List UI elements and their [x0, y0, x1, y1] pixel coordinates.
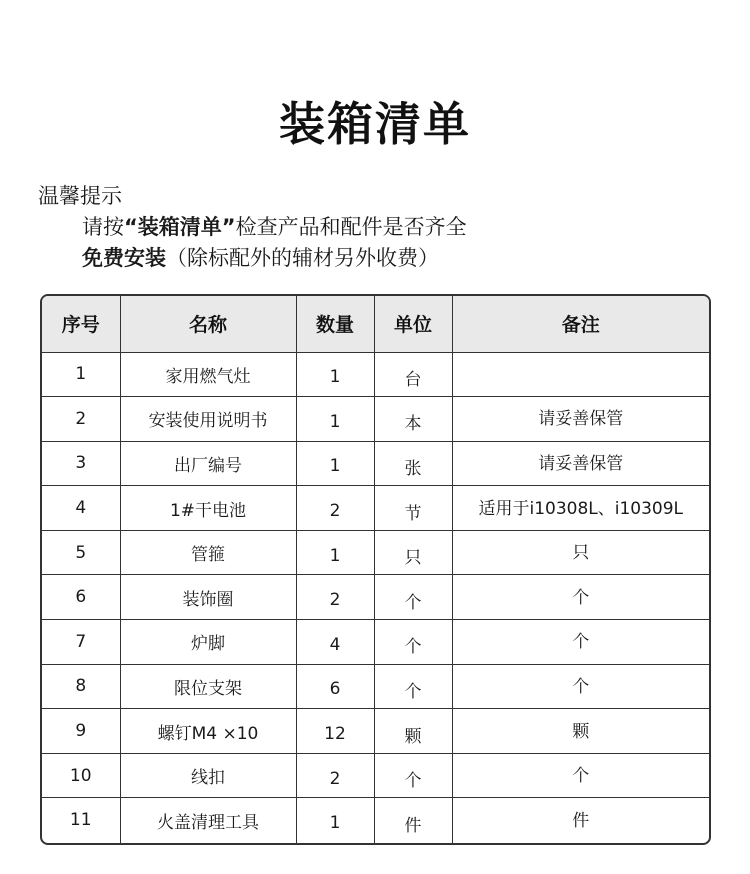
cell-no: 9 — [42, 709, 120, 754]
cell-no: 10 — [42, 753, 120, 798]
cell-remark: 颗 — [452, 709, 709, 754]
cell-name: 火盖清理工具 — [120, 798, 296, 843]
cell-name: 炉脚 — [120, 620, 296, 665]
tips-check-prefix: 请按 — [82, 215, 124, 239]
cell-no: 1 — [42, 352, 120, 397]
cell-no: 4 — [42, 486, 120, 531]
cell-qty: 1 — [296, 397, 374, 442]
cell-name: 管箍 — [120, 530, 296, 575]
tips-check-suffix: 检查产品和配件是否齐全 — [235, 215, 467, 239]
header-remark: 备注 — [452, 296, 709, 352]
cell-qty: 2 — [296, 753, 374, 798]
table-row — [42, 709, 709, 754]
cell-name: 螺钉M4 ×10 — [120, 709, 296, 754]
table-row — [42, 664, 709, 709]
packing-table-wrapper — [40, 294, 711, 845]
cell-unit: 台 — [374, 352, 452, 397]
cell-unit: 只 — [374, 530, 452, 575]
table-row — [42, 798, 709, 843]
cell-qty: 1 — [296, 530, 374, 575]
cell-name: 1#干电池 — [120, 486, 296, 531]
cell-qty: 2 — [296, 486, 374, 531]
cell-qty: 6 — [296, 664, 374, 709]
cell-qty: 1 — [296, 798, 374, 843]
cell-qty: 12 — [296, 709, 374, 754]
packing-table — [42, 296, 709, 843]
cell-remark: 个 — [452, 664, 709, 709]
cell-remark: 适用于i10308L、i10309L — [452, 486, 709, 531]
cell-unit: 本 — [374, 397, 452, 442]
header-name: 名称 — [120, 296, 296, 352]
tips-install-bold: 免费安装 — [82, 246, 166, 270]
cell-no: 2 — [42, 397, 120, 442]
cell-no: 3 — [42, 441, 120, 486]
table-row — [42, 441, 709, 486]
cell-name: 线扣 — [120, 753, 296, 798]
cell-unit: 件 — [374, 798, 452, 843]
table-row — [42, 486, 709, 531]
table-body — [42, 352, 709, 843]
cell-unit: 颗 — [374, 709, 452, 754]
cell-unit: 张 — [374, 441, 452, 486]
cell-remark: 个 — [452, 753, 709, 798]
table-row — [42, 352, 709, 397]
cell-unit: 个 — [374, 753, 452, 798]
cell-unit: 个 — [374, 575, 452, 620]
cell-qty: 1 — [296, 441, 374, 486]
header-unit: 单位 — [374, 296, 452, 352]
cell-qty: 4 — [296, 620, 374, 665]
cell-remark: 个 — [452, 620, 709, 665]
cell-name: 出厂编号 — [120, 441, 296, 486]
cell-no: 7 — [42, 620, 120, 665]
cell-remark: 件 — [572, 810, 590, 831]
tips-install-suffix: （除标配外的辅材另外收费） — [166, 246, 439, 270]
table-row — [42, 620, 709, 665]
table-row — [42, 753, 709, 798]
tips-check-line — [38, 212, 467, 243]
cell-name: 安装使用说明书 — [120, 397, 296, 442]
cell-remark — [452, 352, 709, 397]
cell-unit: 个 — [374, 620, 452, 665]
cell-name: 限位支架 — [120, 664, 296, 709]
cell-remark: 个 — [452, 575, 709, 620]
cell-remark: 请妥善保管 — [452, 397, 709, 442]
cell-qty: 1 — [296, 352, 374, 397]
tips-section — [38, 181, 467, 274]
table-row — [42, 397, 709, 442]
cell-name: 装饰圈 — [120, 575, 296, 620]
table-row — [42, 575, 709, 620]
cell-name: 家用燃气灶 — [120, 352, 296, 397]
cell-unit: 节 — [374, 486, 452, 531]
header-qty: 数量 — [296, 296, 374, 352]
tips-check-bold: “装箱清单” — [124, 215, 236, 239]
cell-no: 6 — [42, 575, 120, 620]
table-header-row — [42, 296, 709, 352]
tips-heading: 温馨提示 — [38, 184, 122, 208]
cell-remark: 请妥善保管 — [452, 441, 709, 486]
cell-no: 11 — [42, 798, 120, 843]
page-title: 装箱清单 — [279, 97, 471, 151]
header-no: 序号 — [42, 296, 120, 352]
cell-remark: 只 — [452, 530, 709, 575]
cell-no: 5 — [42, 530, 120, 575]
table-row — [42, 530, 709, 575]
tips-install-line — [38, 243, 467, 274]
cell-unit: 个 — [374, 664, 452, 709]
cell-qty: 2 — [296, 575, 374, 620]
cell-no: 8 — [42, 664, 120, 709]
